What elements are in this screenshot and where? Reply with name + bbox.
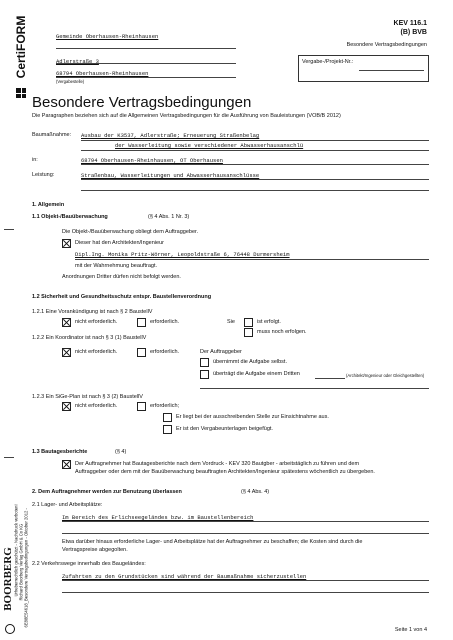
- section-1-1-ref: (§ 4 Abs. 1 Nr. 3): [148, 214, 190, 220]
- koordinator-erf-label: erforderlich.: [150, 349, 180, 355]
- intro-text: Die Paragraphen beziehen sich auf die Allgemeinen Vertragsbedingungen für die Ausführung von Bauleistungen (VOB/B 2012): [32, 113, 341, 119]
- baumassnahme-label: Baumaßnahme:: [32, 132, 72, 138]
- lagerplaetze-value[interactable]: Im Bereich des Erlichseegeländes bzw. im Baustellenbereich: [62, 514, 254, 521]
- erfolgt-checkbox[interactable]: [244, 318, 253, 327]
- bautagesberichte-text-1: Der Auftragnehmer hat Bautagesberichte nach dem Vordruck - KEV 320 Bautgber - arbeitstäglich zu führen und dem: [75, 461, 360, 467]
- section-1-2-heading: 1.2 Sicherheit und Gesundheitsschutz entspr. Baustellenverordnung: [32, 294, 212, 300]
- lagerplaetze-text-2: Vertragspreise abgegolten.: [62, 547, 128, 553]
- section-1-3-heading: 1.3 Bautagesberichte: [32, 449, 88, 455]
- dritter-field[interactable]: [315, 378, 345, 379]
- sige-nicht-checkbox[interactable]: [62, 402, 71, 411]
- sie-label: Sie: [227, 319, 235, 325]
- vergabestelle-label: (Vergabestelle): [56, 79, 85, 84]
- leistung-value[interactable]: Straßenbau, Wasserleitungen und Abwasserhausanschlüsse: [81, 172, 260, 179]
- beigefuegt-label: Er ist den Vergabeunterlagen beigefügt.: [176, 426, 273, 432]
- authority-street: Adlerstraße 3: [56, 58, 99, 65]
- liegt-bei-label: Er liegt bei der ausschreibenden Stelle zur Einsichtnahme aus.: [176, 414, 329, 420]
- certiform-logo: [14, 10, 28, 100]
- uebernimmt-label: übernimmt die Aufgabe selbst.: [213, 359, 287, 365]
- koordinator-nicht-label: nicht erforderlich.: [75, 349, 118, 355]
- section-1-2-2-heading: 1.2.2 Ein Koordinator ist nach § 3 (1) BaustellV: [32, 335, 147, 341]
- project-number-field[interactable]: [359, 70, 424, 71]
- section-1-2-3-heading: 1.2.3 Ein SiGe-Plan ist nach § 3 (2) BaustellV: [32, 394, 143, 400]
- page-title: Besondere Vertragsbedingungen: [32, 94, 252, 111]
- auftraggeber-label: Der Auftraggeber: [200, 349, 242, 355]
- engineer-name[interactable]: Dipl.Ing. Monika Pritz-Wörner, Leopoldstraße 6, 76448 Durmersheim: [75, 251, 290, 258]
- bauueberwachung-text: Die Objekt-/Bauüberwachung obliegt dem Auftraggeber.: [62, 229, 199, 235]
- dritte-text: Anordnungen Dritter dürfen nicht befolgt werden.: [62, 274, 181, 280]
- koordinator-erf-checkbox[interactable]: [137, 348, 146, 357]
- form-name: Besondere Vertragsbedingungen: [346, 42, 427, 48]
- architect-checkbox[interactable]: [62, 239, 71, 248]
- certiform-logo-icon: [16, 88, 26, 98]
- form-id: KEV 116.1: [393, 20, 427, 27]
- section-1-heading: 1. Allgemein: [32, 202, 65, 208]
- uebertraegt-label: überträgt die Aufgabe einem Dritten: [213, 371, 300, 377]
- section-2-heading: 2. Dem Auftragnehmer werden zur Benutzung überlassen: [32, 489, 182, 495]
- boorberg-logo-text: BOORBERG: [2, 547, 14, 611]
- sige-nicht-label: nicht erforderlich.: [75, 403, 118, 409]
- vertical-publisher: Richard Boorberg Verlag GmbH & Co KG: [18, 523, 24, 601]
- boorberg-emblem-icon: [5, 624, 15, 634]
- verkehrswege-value[interactable]: Zufahrten zu den Grundstücken sind während der Baumaßnahme sicherzustellen: [62, 573, 307, 580]
- section-2-ref: (§ 4 Abs. 4): [241, 489, 270, 495]
- vertical-copyright: Urheberrechtlich geschützt - Nachdruck verboten!: [13, 504, 19, 597]
- in-label: in:: [32, 157, 38, 163]
- in-value[interactable]: 68794 Oberhausen-Rheinhausen, OT Oberhausen: [81, 157, 223, 164]
- architect-text: Dieser hat den Architekten/Ingenieur: [75, 240, 164, 246]
- koordinator-nicht-checkbox[interactable]: [62, 348, 71, 357]
- beauftragt-text: mit der Wahrnehmung beauftragt.: [75, 263, 158, 269]
- vertical-form-code: 6E88E54618_Besondere Vertragsbedingungen - Oktober 2012 -: [23, 508, 29, 628]
- section-1-2-1-heading: 1.2.1 Eine Vorankündigung ist nach § 2 BaustellV: [32, 309, 153, 315]
- vorankuendigung-nicht-checkbox[interactable]: [62, 318, 71, 327]
- sige-erf-checkbox[interactable]: [137, 402, 146, 411]
- section-1-1-heading: 1.1 Objekt-/Bauüberwachung: [32, 214, 108, 220]
- certiform-logo-text: CertiFORM: [14, 15, 28, 79]
- authority-city: 68794 Oberhausen-Rheinhausen: [56, 70, 149, 77]
- authority-name: Gemeinde Oberhausen-Rheinhausen: [56, 33, 159, 40]
- section-2-2-heading: 2.2 Verkehrswege innerhalb des Baugeländes:: [32, 561, 146, 567]
- bautagesberichte-checkbox[interactable]: [62, 460, 71, 469]
- vorankuendigung-erf-label: erforderlich.: [150, 319, 180, 325]
- form-sub: (B) BVB: [400, 29, 427, 36]
- baumassnahme-value-2[interactable]: der Wasserleitung sowie verschiedener Abwasserhausanschlü: [115, 142, 304, 149]
- muss-noch-checkbox[interactable]: [244, 328, 253, 337]
- muss-noch-label: muss noch erfolgen.: [257, 329, 307, 335]
- beigefuegt-checkbox[interactable]: [163, 425, 172, 434]
- sige-erf-label: erforderlich;: [150, 403, 180, 409]
- erfolgt-label: ist erfolgt.: [257, 319, 281, 325]
- uebertraegt-checkbox[interactable]: [200, 370, 209, 379]
- vorankuendigung-erf-checkbox[interactable]: [137, 318, 146, 327]
- baumassnahme-value-1[interactable]: Ausbau der K3537, Adlerstraße; Erneuerung Straßenbelag: [81, 132, 260, 139]
- project-number-box: [298, 55, 429, 82]
- dritter-note: (Architekt/Ingenieur oder Gleichgestellten): [346, 373, 425, 378]
- liegt-bei-checkbox[interactable]: [163, 413, 172, 422]
- bautagesberichte-text-2: Auftraggeber oder dem mit der Bauüberwachung beauftragten Architekten/Ingenieur spätestens wöchentlich zu übergeben.: [75, 469, 375, 475]
- vorankuendigung-nicht-label: nicht erforderlich.: [75, 319, 118, 325]
- uebernimmt-checkbox[interactable]: [200, 358, 209, 367]
- section-1-3-ref: (§ 4): [115, 449, 127, 455]
- project-number-label: Vergabe-/Projekt-Nr.:: [302, 59, 354, 65]
- lagerplaetze-text-1: Etwa darüber hinaus erforderliche Lager- und Arbeitsplätze hat der Auftragnehmer zu beschaffen; die Kosten sind durch die: [62, 539, 363, 545]
- section-2-1-heading: 2.1 Lager- und Arbeitsplätze:: [32, 502, 103, 508]
- leistung-label: Leistung:: [32, 172, 55, 178]
- page-number: Seite 1 von 4: [394, 627, 427, 633]
